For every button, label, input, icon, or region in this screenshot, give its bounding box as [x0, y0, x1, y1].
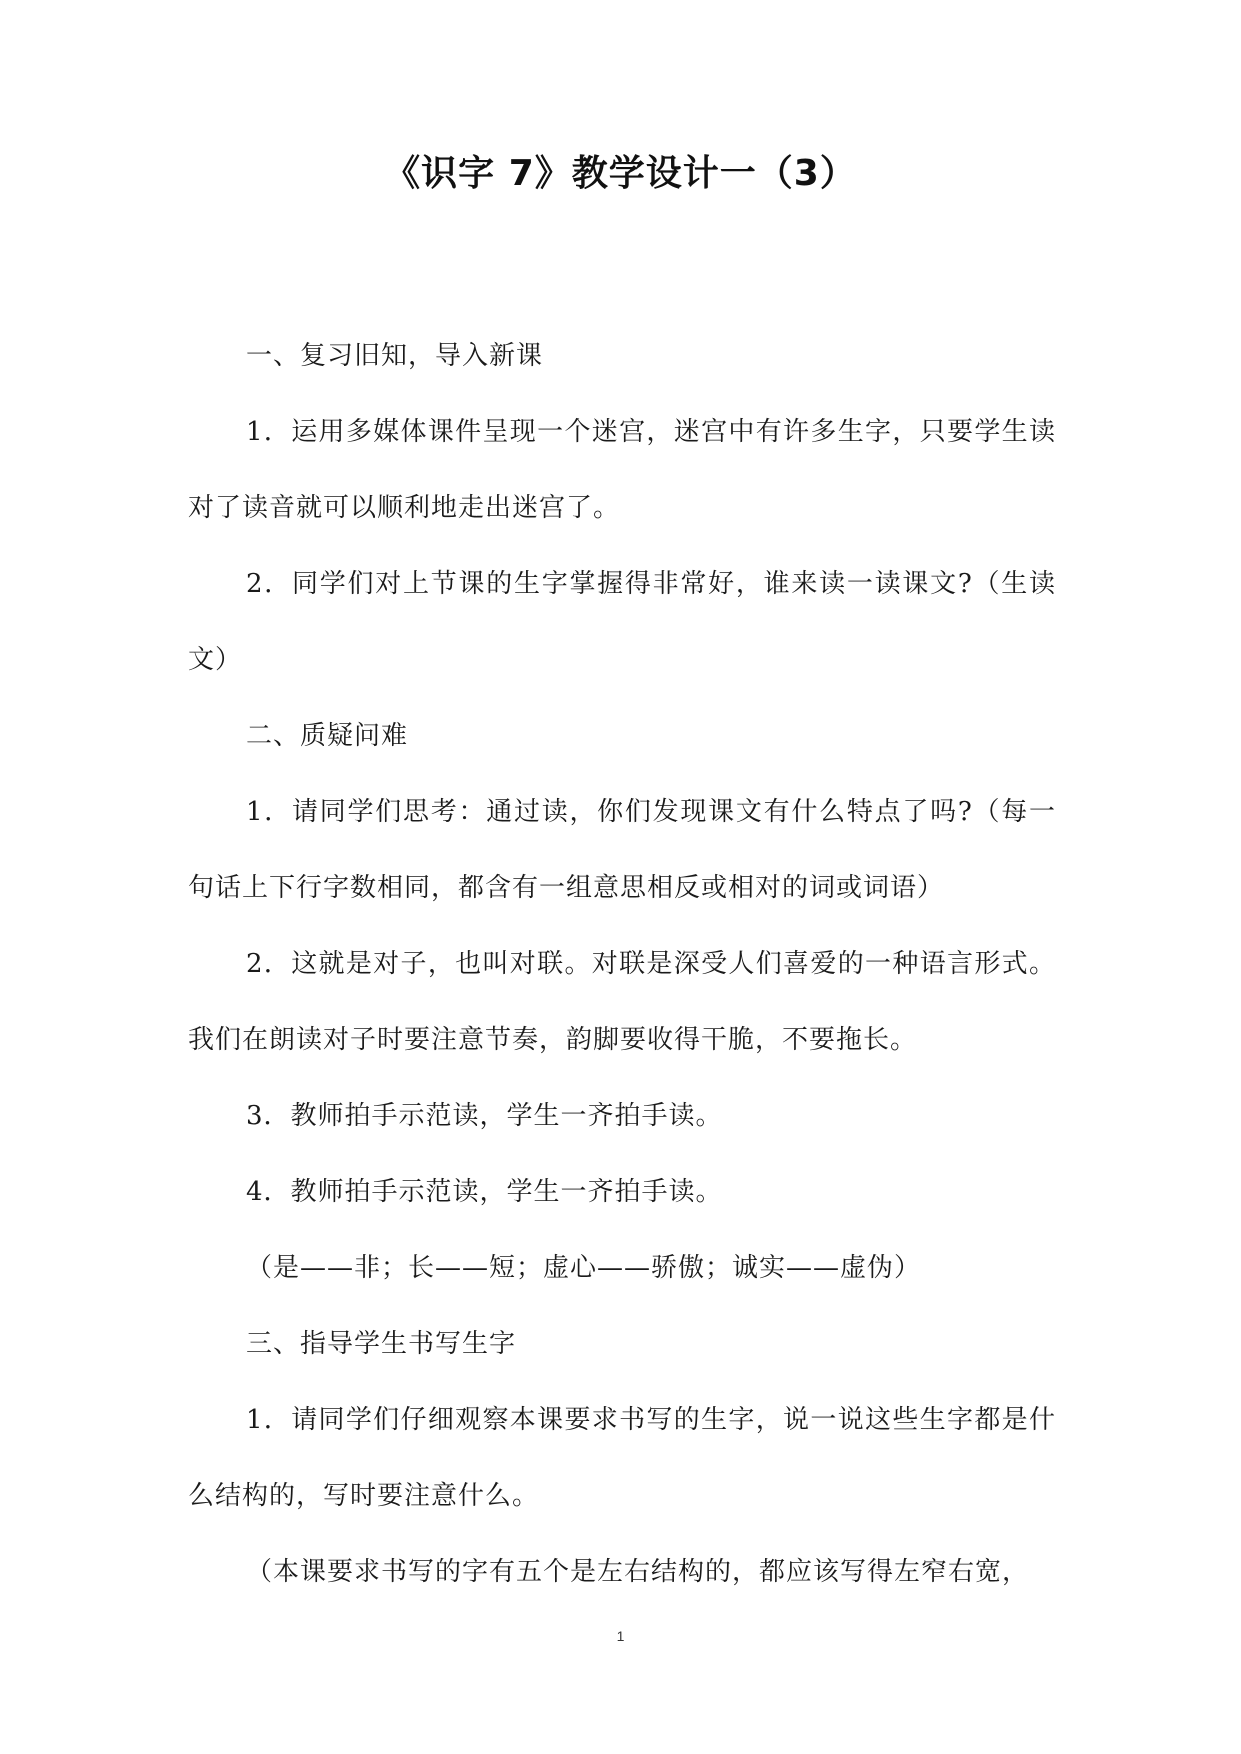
section-heading-2: 二、质疑问难 [246, 721, 409, 751]
paragraph: 2．这就是对子，也叫对联。对联是深受人们喜爱的一种语言形式。我们在朗读对子时要注意节奏，韵脚要收得干脆，不要拖长。 [188, 949, 1056, 1055]
paragraph: （是——非；长——短；虚心——骄傲；诚实——虚伪） [246, 1253, 922, 1283]
paragraph: 1．请同学们思考：通过读，你们发现课文有什么特点了吗?（每一句话上下行字数相同，都含有一组意思相反或相对的词或词语） [188, 797, 1056, 903]
section-heading-3: 三、指导学生书写生字 [246, 1329, 517, 1359]
paragraph: 4．教师拍手示范读，学生一齐拍手读。 [246, 1177, 723, 1207]
section-heading-1: 一、复习旧知，导入新课 [246, 341, 544, 371]
paragraph: 3．教师拍手示范读，学生一齐拍手读。 [246, 1101, 723, 1131]
document-body [188, 318, 1056, 1610]
page-number: 1 [616, 1628, 625, 1644]
paragraph: 1．请同学们仔细观察本课要求书写的生字，说一说这些生字都是什么结构的，写时要注意什么。 [188, 1405, 1056, 1511]
paragraph: 2．同学们对上节课的生字掌握得非常好，谁来读一读课文?（生读文） [188, 569, 1056, 675]
paragraph: 1．运用多媒体课件呈现一个迷宫，迷宫中有许多生字，只要学生读对了读音就可以顺利地走出迷宫了。 [188, 417, 1056, 523]
document-title: 《识字 7》教学设计一（3） [384, 153, 857, 194]
paragraph: （本课要求书写的字有五个是左右结构的，都应该写得左窄右宽， [246, 1557, 1030, 1587]
